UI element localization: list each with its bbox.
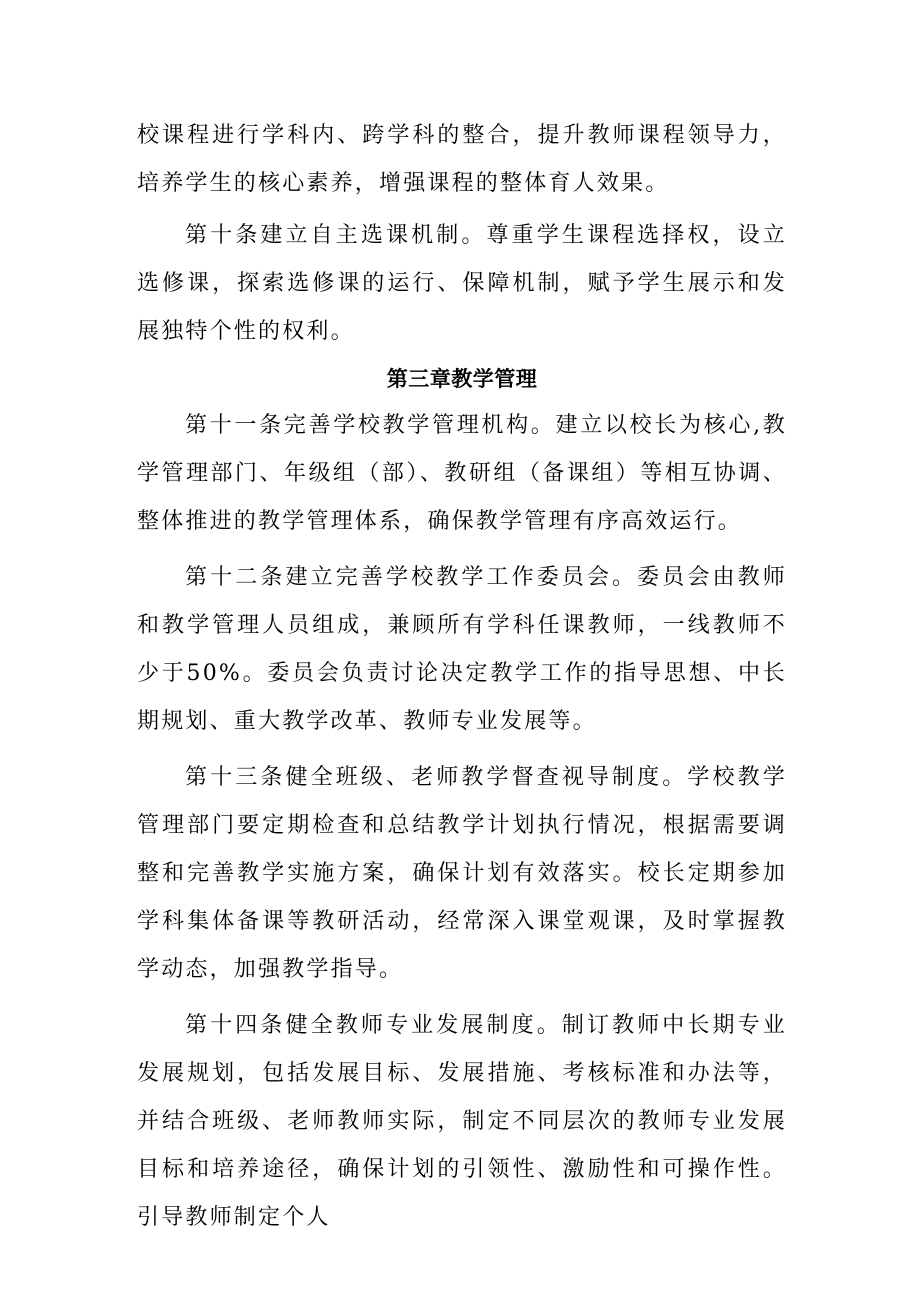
article-11: 第十一条完善学校教学管理机构。建立以校长为核心,教学管理部门、年级组（部）、教研组（备课组）等相互协调、整体推进的教学管理体系，确保教学管理有序高效运行。 <box>137 413 787 534</box>
paragraph-gap <box>137 546 787 554</box>
paragraph-continued: 校课程进行学科内、跨学科的整合，提升教师课程领导力，培养学生的核心素养，增强课程的整体育人效果。 <box>137 123 787 196</box>
article-10: 第十条建立自主选课机制。尊重学生课程选择权，设立选修课，探索选修课的运行、保障机制，赋予学生展示和发展独特个性的权利。 <box>137 223 787 344</box>
article-13: 第十三条健全班级、老师教学督查视导制度。学校教学管理部门要定期检查和总结教学计划执行情况，根据需要调整和完善教学实施方案，确保计划有效落实。校长定期参加学科集体备课等教研活动，经常深入课堂观课，及时掌握教学动态，加强教学指导。 <box>137 765 787 982</box>
chapter-heading: 第三章教学管理 <box>386 367 538 391</box>
paragraph-gap <box>137 994 787 1002</box>
article-14: 第十四条健全教师专业发展制度。制订教师中长期专业发展规划，包括发展目标、发展措施、考核标准和办法等，并结合班级、老师教师实际，制定不同层次的教师专业发展目标和培养途径，确保计划的引领性、激励性和可操作性。引导教师制定个人 <box>137 1013 787 1230</box>
paragraph-gap <box>137 746 787 754</box>
document-body <box>137 112 787 1242</box>
article-12: 第十二条建立完善学校教学工作委员会。委员会由教师和教学管理人员组成，兼顾所有学科任课教师，一线教师不少于50%。委员会负责讨论决定教学工作的指导思想、中长期规划、重大教学改革、教师专业发展等。 <box>137 565 787 734</box>
